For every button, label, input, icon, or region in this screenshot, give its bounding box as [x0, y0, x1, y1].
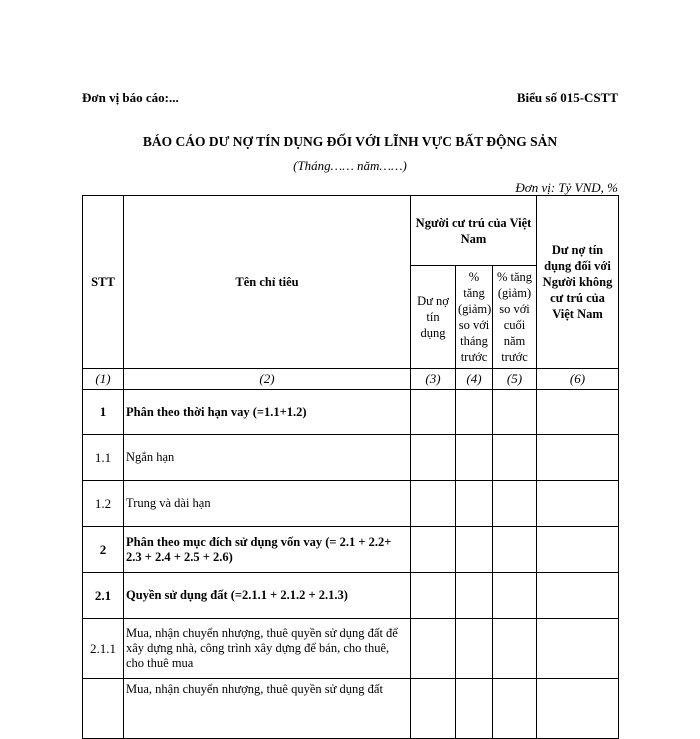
report-title: BÁO CÁO DƯ NỢ TÍN DỤNG ĐỐI VỚI LĨNH VỰC BẤT ĐỘNG SẢN: [142, 134, 558, 149]
row-name: Trung và dài hạn: [124, 481, 411, 527]
value-cell: [456, 481, 493, 527]
header-change-year: % tăng (giảm) so với cuối năm trước: [493, 266, 537, 369]
value-cell: [456, 435, 493, 481]
header-nonresident: Dư nợ tín dụng đối với Người không cư trú của Việt Nam: [537, 196, 619, 369]
table-row: [83, 527, 619, 573]
row-name: Mua, nhận chuyển nhượng, thuê quyền sử dụng đất để xây dựng nhà, công trình xây dựng để bán, cho thuê, cho thuê mua: [124, 619, 411, 679]
value-cell: [537, 390, 619, 435]
table-row: [83, 679, 619, 739]
row-stt: 2.1.1: [83, 619, 124, 679]
header-outstanding: Dư nợ tín dụng: [411, 266, 456, 369]
value-cell: [493, 619, 537, 679]
row-stt: 1: [83, 390, 124, 435]
value-cell: [493, 527, 537, 573]
row-name: Mua, nhận chuyển nhượng, thuê quyền sử dụng đất: [124, 679, 411, 739]
table-row: [83, 573, 619, 619]
row-stt: 1.2: [83, 481, 124, 527]
value-cell: [493, 679, 537, 739]
index-cell: (3): [411, 369, 456, 390]
form-number: Biểu số 015-CSTT: [516, 90, 618, 105]
value-cell: [537, 679, 619, 739]
value-cell: [411, 619, 456, 679]
value-cell: [537, 573, 619, 619]
value-cell: [456, 527, 493, 573]
value-cell: [411, 527, 456, 573]
table-row: [83, 619, 619, 679]
value-cell: [456, 390, 493, 435]
value-cell: [493, 390, 537, 435]
reporting-unit: Đơn vị báo cáo:...: [82, 90, 179, 105]
row-name: Phân theo thời hạn vay (=1.1+1.2): [124, 390, 411, 435]
row-stt: 2: [83, 527, 124, 573]
index-cell: (5): [493, 369, 537, 390]
row-name: Ngắn hạn: [124, 435, 411, 481]
value-cell: [537, 435, 619, 481]
row-name: Quyền sử dụng đất (=2.1.1 + 2.1.2 + 2.1.3): [124, 573, 411, 619]
value-cell: [493, 573, 537, 619]
index-cell: (4): [456, 369, 493, 390]
header-name: Tên chỉ tiêu: [124, 196, 411, 369]
value-cell: [493, 481, 537, 527]
header-resident-group: Người cư trú của Việt Nam: [411, 196, 537, 266]
row-stt: [83, 679, 124, 739]
value-cell: [411, 573, 456, 619]
table-row: [83, 435, 619, 481]
row-stt: 1.1: [83, 435, 124, 481]
value-cell: [456, 573, 493, 619]
index-cell: (2): [124, 369, 411, 390]
row-stt: 2.1: [83, 573, 124, 619]
value-cell: [411, 679, 456, 739]
report-table: [82, 195, 619, 739]
row-name: Phân theo mục đích sử dụng vốn vay (= 2.1 + 2.2+ 2.3 + 2.4 + 2.5 + 2.6): [124, 527, 411, 573]
value-cell: [456, 619, 493, 679]
value-cell: [537, 481, 619, 527]
value-cell: [456, 679, 493, 739]
table-row: [83, 390, 619, 435]
value-cell: [537, 527, 619, 573]
header-change-month: % tăng (giảm) so với tháng trước: [456, 266, 493, 369]
report-period: (Tháng…… năm……): [293, 158, 407, 173]
index-row: [83, 369, 619, 390]
value-cell: [411, 481, 456, 527]
currency-unit: Đơn vị: Tỷ VND, %: [515, 180, 618, 195]
value-cell: [493, 435, 537, 481]
value-cell: [537, 619, 619, 679]
table-row: [83, 481, 619, 527]
index-cell: (1): [83, 369, 124, 390]
value-cell: [411, 435, 456, 481]
value-cell: [411, 390, 456, 435]
index-cell: (6): [537, 369, 619, 390]
header-stt: STT: [83, 196, 124, 369]
